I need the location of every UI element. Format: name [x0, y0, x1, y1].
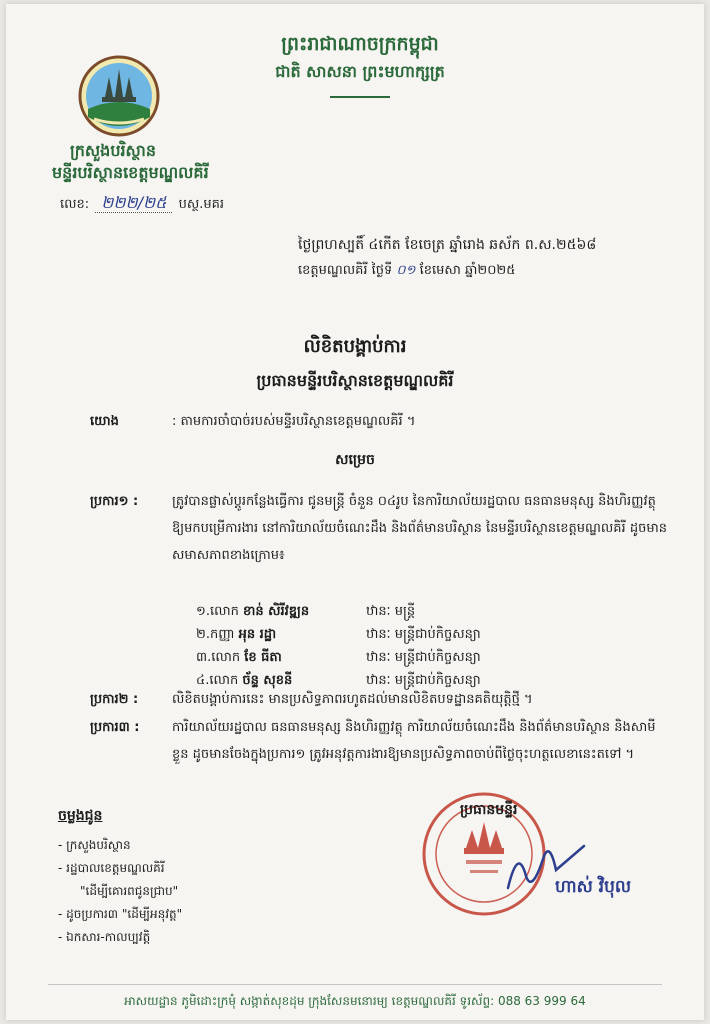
reference-text: : តាមការចាំបាច់របស់មន្ទីរបរិស្ថានខេត្តមណ្ឌលគិរី ។	[172, 414, 416, 429]
staff-rank: ឋានៈ មន្ត្រីជាប់កិច្ចសន្យា	[366, 650, 481, 665]
header-divider	[330, 96, 390, 98]
staff-name: ខាន់ សិរីវឌ្ឍន	[243, 604, 310, 619]
staff-prefix: ២.កញ្ញា	[196, 627, 235, 642]
article-text: ត្រូវបានផ្លាស់ប្តូរកន្លែងធ្វើការ ជូនមន្ត្រី ចំនួន ០៤រូប នៃការិយាល័យរដ្ឋបាល ធនធានមនុស្ស និងហិរញ្ញវត្ថុ ឱ្យមកបម្រើការងារ នៅការិយាល័យចំណេះដឹង និងព័ត៌មានបរិស្ថាន នៃមន្ទីរបរិស្ថានខេត្តមណ្ឌលគិរី ដូចមានសមាសភាពខាងក្រោម៖	[172, 494, 667, 563]
staff-rank: ឋានៈ មន្ត្រីជាប់កិច្ចសន្យា	[366, 673, 481, 688]
ministry-block	[52, 140, 209, 184]
list-item: - រដ្ឋបាលខេត្តមណ្ឌលគិរី	[58, 861, 165, 875]
list-item: - ដូចប្រការ៣ "ដើម្បីអនុវត្ត"	[58, 907, 183, 921]
staff-name: ច័ន្ទ សុខនី	[242, 673, 293, 688]
reference-label: យោង	[90, 414, 119, 429]
solar-day-handwritten: ០១	[396, 263, 416, 278]
issuer-title: ប្រធានមន្ទីរបរិស្ថានខេត្តមណ្ឌលគិរី	[256, 371, 454, 390]
signer-name: ហាស់ វិបុល	[555, 877, 632, 897]
list-item: - ក្រសួងបរិស្ថាន	[58, 838, 131, 852]
signer-title: ប្រធានមន្ទីរ	[460, 802, 518, 818]
article-3	[90, 714, 670, 768]
list-item: "ដើម្បីគោរពជូនជ្រាប"	[80, 884, 179, 898]
article-text: ការិយាល័យរដ្ឋបាល ធនធានមនុស្ស និងហិរញ្ញវត្ថុ ការិយាល័យចំណេះដឹង និងព័ត៌មានបរិស្ថាន និងសាមីខ្លួន ដូចមានចែងក្នុងប្រការ១ ត្រូវអនុវត្តការងារឱ្យមានប្រសិទ្ធភាពចាប់ពីថ្ងៃចុះហត្ថលេខានេះតទៅ ។	[172, 720, 656, 762]
lunar-date: ថ្ងៃព្រហស្បតិ៍ ៤កើត ខែចេត្រ ឆ្នាំរោង ឆស័ក ព.ស.២៥៦៨	[298, 237, 597, 253]
staff-name: ខែ ធីតា	[244, 650, 282, 665]
article-text: លិខិតបង្គាប់ការនេះ មានប្រសិទ្ធភាពរហូតដល់មានលិខិតបទដ្ឋានគតិយុត្តិថ្មី ។	[172, 692, 533, 707]
list-item: - ឯកសារ-កាលប្បវត្តិ	[58, 930, 151, 944]
kingdom-motto: ជាតិ សាសនា ព្រះមហាក្សត្រ	[275, 62, 445, 81]
staff-rank: ឋានៈ មន្ត្រី	[366, 604, 416, 619]
article-label: ប្រការ២ :	[90, 692, 139, 707]
department-name: មន្ទីរបរិស្ថានខេត្តមណ្ឌលគិរី	[52, 163, 209, 182]
staff-prefix: ១.លោក	[196, 604, 239, 619]
article-label: ប្រការ១ :	[90, 494, 139, 509]
staff-prefix: ៤.លោក	[196, 673, 239, 688]
kingdom-title: ព្រះរាជាណាចក្រកម្ពុជា	[281, 33, 439, 55]
solar-date-suffix: ខែមេសា ឆ្នាំ២០២៥	[419, 263, 516, 278]
solar-date-prefix: ខេត្តមណ្ឌលគិរី ថ្ងៃទី	[298, 263, 393, 278]
ref-suffix: បស្ថ.មគរ	[178, 197, 224, 212]
carbon-copy-list	[58, 805, 182, 949]
ministry-name: ក្រសួងបរិស្ថាន	[70, 141, 157, 160]
staff-prefix: ៣.លោក	[196, 650, 241, 665]
ref-prefix: លេខ:	[60, 197, 90, 212]
article-1	[90, 488, 670, 569]
date-block	[298, 232, 658, 284]
decision-heading: សម្រេច	[335, 452, 375, 468]
staff-name: អុន រដ្ឋា	[238, 627, 277, 642]
solar-date	[298, 258, 658, 284]
document-title: លិខិតបង្គាប់ការ	[303, 336, 407, 357]
reference-row	[90, 408, 670, 435]
reference-number	[60, 192, 224, 216]
ref-number-handwritten: ២២២/២៥	[95, 193, 172, 213]
ministry-logo	[78, 55, 160, 137]
article-2	[90, 686, 670, 713]
kingdom-header	[240, 30, 480, 98]
staff-rank: ឋានៈ មន្ត្រីជាប់កិច្ចសន្យា	[366, 627, 481, 642]
footer-address: អាសយដ្ឋាន ភូមិដោះក្រមុំ សង្កាត់សុខដុម ក្រុងសែនមនោរម្យ ខេត្តមណ្ឌលគិរី ទូរស័ព្ទ: 088 63 999 64	[48, 984, 662, 1011]
cc-title: ចម្លងជូន	[58, 808, 103, 824]
article-label: ប្រការ៣ :	[90, 720, 140, 735]
